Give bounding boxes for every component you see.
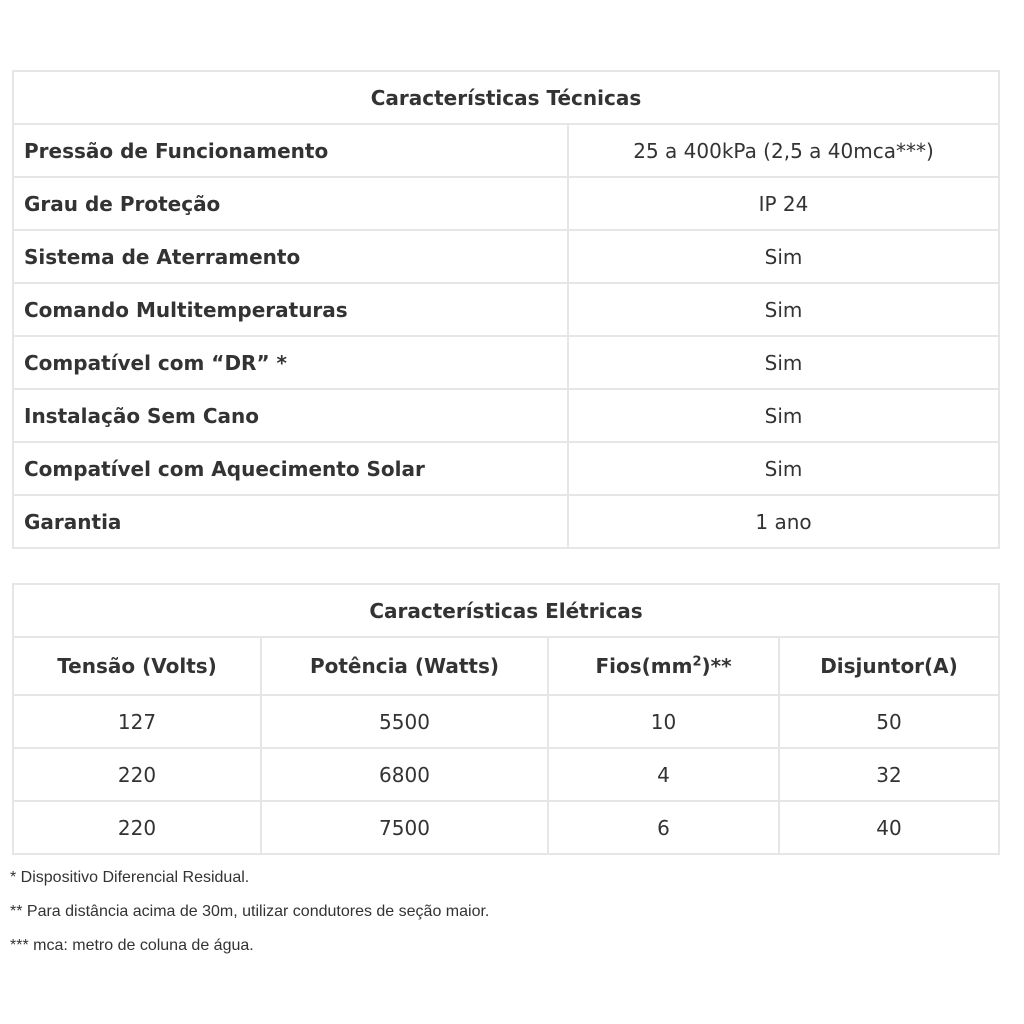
cell-breaker: 40 [779,801,999,854]
cell-voltage: 220 [13,748,261,801]
footnote: ** Para distância acima de 30m, utilizar condutores de seção maior. [10,903,490,920]
header-voltage: Tensão (Volts) [13,637,261,695]
table-row [13,801,999,854]
technical-characteristics-table [12,70,1000,549]
cell-power: 5500 [261,695,548,748]
table-row [13,124,999,177]
cell-breaker: 32 [779,748,999,801]
row-label: Compatível com Aquecimento Solar [13,442,568,495]
table-row [13,495,999,548]
table-row [13,336,999,389]
table-row [13,389,999,442]
table-row [13,695,999,748]
electrical-characteristics-table [12,583,1000,855]
cell-voltage: 220 [13,801,261,854]
row-value: Sim [568,230,999,283]
cell-wires: 6 [548,801,779,854]
row-value: 1 ano [568,495,999,548]
cell-power: 6800 [261,748,548,801]
row-label: Comando Multitemperaturas [13,283,568,336]
footnote: * Dispositivo Diferencial Residual. [10,869,250,886]
footnote: *** mca: metro de coluna de água. [10,937,254,954]
cell-voltage: 127 [13,695,261,748]
row-value: IP 24 [568,177,999,230]
header-wires [548,637,779,695]
table-row [13,230,999,283]
header-wires-superscript: 2 [692,654,702,670]
table-row [13,748,999,801]
table-row [13,177,999,230]
row-value: Sim [568,389,999,442]
table-row [13,442,999,495]
row-value: Sim [568,283,999,336]
cell-power: 7500 [261,801,548,854]
footnotes [10,866,489,968]
row-value: Sim [568,336,999,389]
cell-wires: 10 [548,695,779,748]
table-row [13,283,999,336]
cell-breaker: 50 [779,695,999,748]
electrical-table-title: Características Elétricas [13,584,999,637]
row-value: 25 a 400kPa (2,5 a 40mca***) [568,124,999,177]
row-value: Sim [568,442,999,495]
cell-wires: 4 [548,748,779,801]
row-label: Compatível com “DR” * [13,336,568,389]
row-label: Garantia [13,495,568,548]
header-power: Potência (Watts) [261,637,548,695]
header-wires-prefix: Fios(mm [595,654,693,678]
row-label: Instalação Sem Cano [13,389,568,442]
header-wires-suffix: )** [701,654,732,678]
row-label: Pressão de Funcionamento [13,124,568,177]
header-breaker: Disjuntor(A) [779,637,999,695]
table-header-row [13,637,999,695]
technical-table-title: Características Técnicas [13,71,999,124]
row-label: Grau de Proteção [13,177,568,230]
row-label: Sistema de Aterramento [13,230,568,283]
